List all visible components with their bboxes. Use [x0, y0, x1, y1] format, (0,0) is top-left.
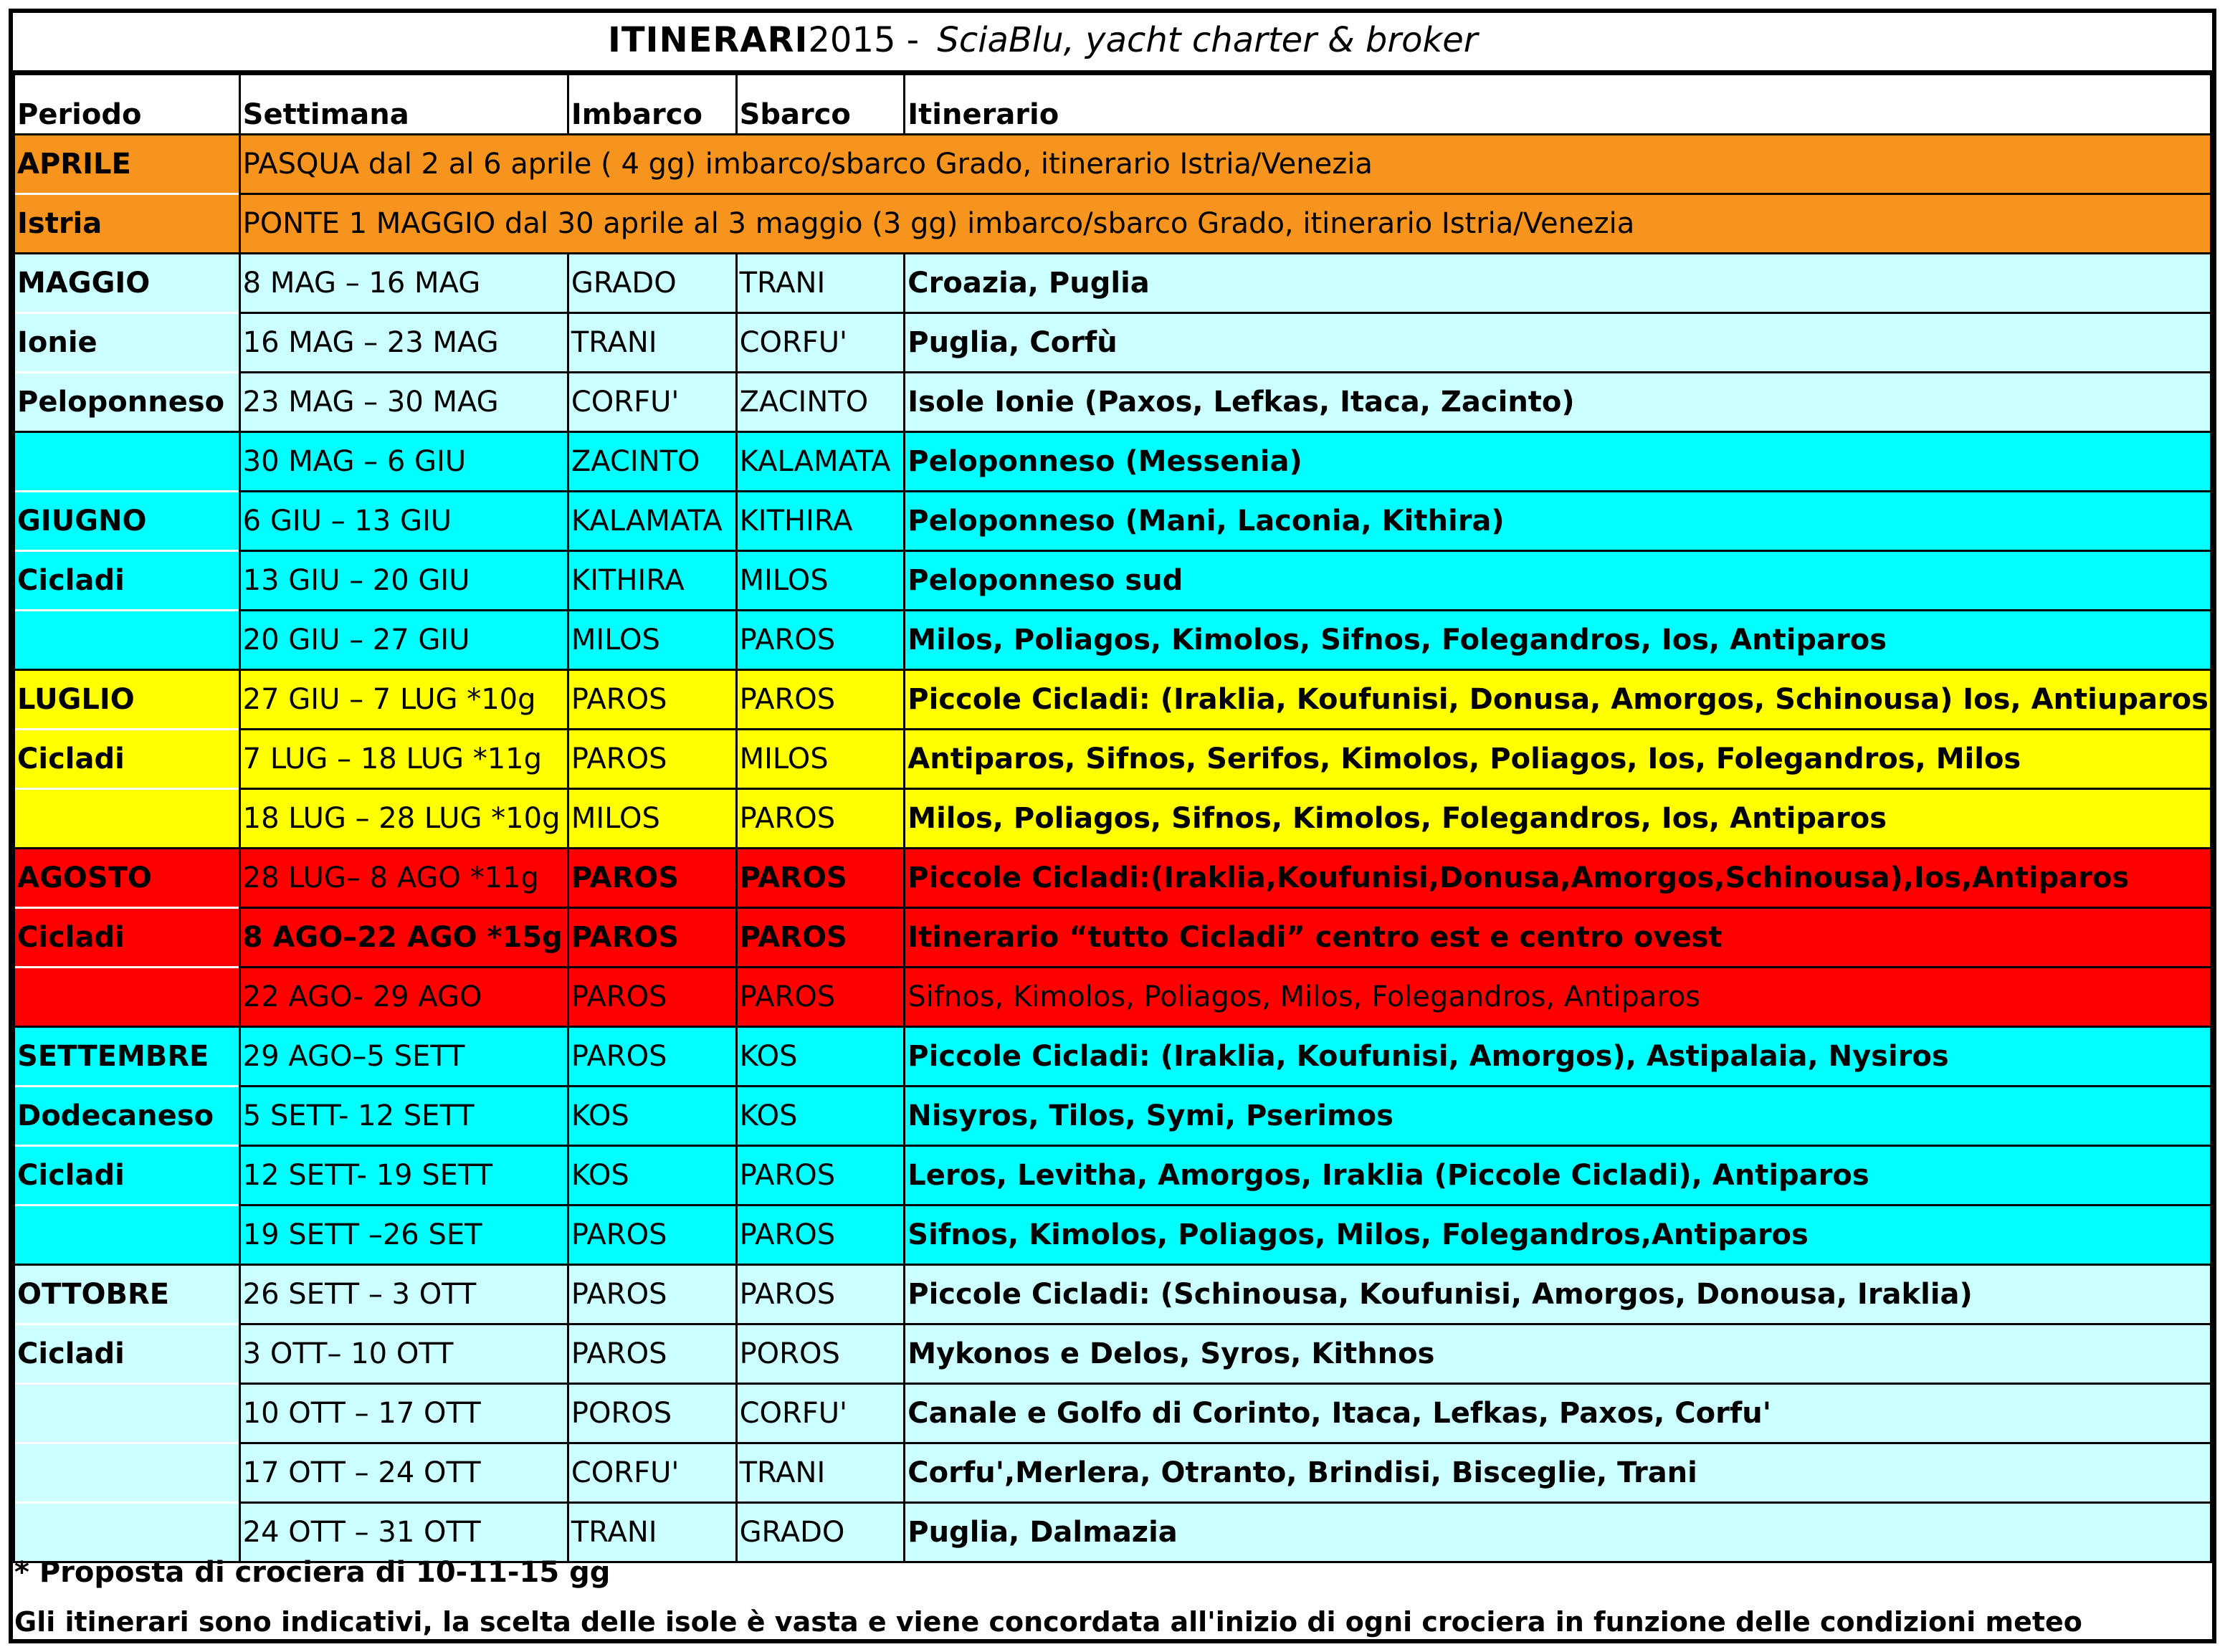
table-row: [14, 1087, 2211, 1146]
route-cell: Piccole Cicladi: (Iraklia, Koufunisi, Amorgos), Astipalaia, Nysiros: [905, 1027, 2211, 1087]
event-cell: PASQUA dal 2 al 6 aprile ( 4 gg) imbarco/sbarco Grado, itinerario Istria/Venezia: [239, 135, 2211, 194]
route-cell: Piccole Cicladi: (Iraklia, Koufunisi, Donusa, Amorgos, Schinousa) Ios, Antiuparos: [905, 670, 2211, 730]
embark-cell: ZACINTO: [568, 432, 736, 492]
disembark-cell: PAROS: [736, 1146, 905, 1205]
route-cell: Milos, Poliagos, Kimolos, Sifnos, Folegandros, Ios, Antiparos: [905, 611, 2211, 670]
table-row: [14, 432, 2211, 492]
disembark-cell: KALAMATA: [736, 432, 905, 492]
table-row: [14, 1384, 2211, 1443]
week-cell: 26 SETT – 3 OTT: [239, 1265, 568, 1324]
header-itinerario: Itinerario: [905, 75, 2211, 135]
period-cell: APRILE: [14, 135, 240, 194]
embark-cell: PAROS: [568, 849, 736, 908]
embark-cell: TRANI: [568, 1503, 736, 1562]
table-row: [14, 551, 2211, 611]
disembark-cell: TRANI: [736, 254, 905, 313]
disembark-cell: KOS: [736, 1027, 905, 1087]
week-cell: 8 AGO–22 AGO *15g: [239, 908, 568, 968]
period-cell: OTTOBRE: [14, 1265, 240, 1324]
period-cell: MAGGIO: [14, 254, 240, 313]
week-cell: 27 GIU – 7 LUG *10g: [239, 670, 568, 730]
disembark-cell: PAROS: [736, 1205, 905, 1265]
embark-cell: PAROS: [568, 1324, 736, 1384]
table-row: [14, 1265, 2211, 1324]
event-cell: PONTE 1 MAGGIO dal 30 aprile al 3 maggio (3 gg) imbarco/sbarco Grado, itinerario Istria/Venezia: [239, 194, 2211, 254]
table-row: [14, 135, 2211, 194]
embark-cell: CORFU': [568, 373, 736, 432]
table-row: [14, 492, 2211, 551]
disembark-cell: PAROS: [736, 611, 905, 670]
header-imbarco: Imbarco: [568, 75, 736, 135]
disembark-cell: MILOS: [736, 551, 905, 611]
week-cell: 8 MAG – 16 MAG: [239, 254, 568, 313]
disembark-cell: MILOS: [736, 730, 905, 789]
route-cell: Peloponneso (Messenia): [905, 432, 2211, 492]
disembark-cell: KOS: [736, 1087, 905, 1146]
period-cell: GIUGNO: [14, 492, 240, 551]
table-row: [14, 254, 2211, 313]
disembark-cell: PAROS: [736, 789, 905, 849]
route-cell: Piccole Cicladi:(Iraklia,Koufunisi,Donusa,Amorgos,Schinousa),Ios,Antiparos: [905, 849, 2211, 908]
header-periodo: Periodo: [14, 75, 240, 135]
disembark-cell: PAROS: [736, 968, 905, 1027]
disembark-cell: PAROS: [736, 849, 905, 908]
title-row: [13, 13, 2212, 73]
week-cell: 16 MAG – 23 MAG: [239, 313, 568, 373]
table-row: [14, 313, 2211, 373]
table-row: [14, 1324, 2211, 1384]
table-row: [14, 849, 2211, 908]
title-year: 2015 -: [808, 20, 930, 60]
embark-cell: MILOS: [568, 611, 736, 670]
week-cell: 22 AGO- 29 AGO: [239, 968, 568, 1027]
route-cell: Sifnos, Kimolos, Poliagos, Milos, Folegandros, Antiparos: [905, 968, 2211, 1027]
disembark-cell: PAROS: [736, 908, 905, 968]
route-cell: Peloponneso (Mani, Laconia, Kithira): [905, 492, 2211, 551]
week-cell: 23 MAG – 30 MAG: [239, 373, 568, 432]
table-row: [14, 1503, 2211, 1562]
period-cell: Cicladi: [14, 730, 240, 789]
table-row: [14, 373, 2211, 432]
table-row: [14, 1027, 2211, 1087]
embark-cell: TRANI: [568, 313, 736, 373]
week-cell: 18 LUG – 28 LUG *10g: [239, 789, 568, 849]
header-settimana: Settimana: [239, 75, 568, 135]
table-row: [14, 611, 2211, 670]
embark-cell: MILOS: [568, 789, 736, 849]
table-body: [14, 135, 2211, 1562]
period-cell: [14, 1384, 240, 1443]
route-cell: Puglia, Dalmazia: [905, 1503, 2211, 1562]
route-cell: Antiparos, Sifnos, Serifos, Kimolos, Poliagos, Ios, Folegandros, Milos: [905, 730, 2211, 789]
embark-cell: PAROS: [568, 1027, 736, 1087]
period-cell: Cicladi: [14, 551, 240, 611]
period-cell: [14, 1503, 240, 1562]
week-cell: 13 GIU – 20 GIU: [239, 551, 568, 611]
week-cell: 10 OTT – 17 OTT: [239, 1384, 568, 1443]
disembark-cell: TRANI: [736, 1443, 905, 1503]
table-row: [14, 968, 2211, 1027]
header-sbarco: Sbarco: [736, 75, 905, 135]
period-cell: [14, 1205, 240, 1265]
title-main: ITINERARI: [608, 20, 809, 60]
route-cell: Corfu',Merlera, Otranto, Brindisi, Bisceglie, Trani: [905, 1443, 2211, 1503]
week-cell: 7 LUG – 18 LUG *11g: [239, 730, 568, 789]
embark-cell: POROS: [568, 1384, 736, 1443]
disembark-cell: GRADO: [736, 1503, 905, 1562]
table-row: [14, 1443, 2211, 1503]
period-cell: [14, 432, 240, 492]
week-cell: 5 SETT- 12 SETT: [239, 1087, 568, 1146]
route-cell: Canale e Golfo di Corinto, Itaca, Lefkas, Paxos, Corfu': [905, 1384, 2211, 1443]
route-cell: Sifnos, Kimolos, Poliagos, Milos, Folegandros,Antiparos: [905, 1205, 2211, 1265]
week-cell: 28 LUG– 8 AGO *11g: [239, 849, 568, 908]
embark-cell: KITHIRA: [568, 551, 736, 611]
table-row: [14, 789, 2211, 849]
route-cell: Peloponneso sud: [905, 551, 2211, 611]
week-cell: 19 SETT –26 SET: [239, 1205, 568, 1265]
table-row: [14, 670, 2211, 730]
itinerary-sheet: [9, 9, 2216, 1643]
week-cell: 24 OTT – 31 OTT: [239, 1503, 568, 1562]
week-cell: 20 GIU – 27 GIU: [239, 611, 568, 670]
embark-cell: PAROS: [568, 908, 736, 968]
embark-cell: KOS: [568, 1146, 736, 1205]
embark-cell: PAROS: [568, 1265, 736, 1324]
period-cell: [14, 789, 240, 849]
period-cell: [14, 1443, 240, 1503]
period-cell: [14, 968, 240, 1027]
table-row: [14, 194, 2211, 254]
period-cell: Cicladi: [14, 1324, 240, 1384]
week-cell: 3 OTT– 10 OTT: [239, 1324, 568, 1384]
embark-cell: PAROS: [568, 670, 736, 730]
itinerary-table: [13, 73, 2212, 1563]
table-row: [14, 908, 2211, 968]
footnote-proposal: * Proposta di crociera di 10-11-15 gg: [14, 1556, 611, 1589]
route-cell: Puglia, Corfù: [905, 313, 2211, 373]
embark-cell: CORFU': [568, 1443, 736, 1503]
period-cell: Cicladi: [14, 908, 240, 968]
page-title: [608, 20, 1478, 60]
embark-cell: PAROS: [568, 1205, 736, 1265]
table-header-row: [14, 75, 2211, 135]
period-cell: Peloponneso: [14, 373, 240, 432]
week-cell: 17 OTT – 24 OTT: [239, 1443, 568, 1503]
route-cell: Nisyros, Tilos, Symi, Pserimos: [905, 1087, 2211, 1146]
period-cell: AGOSTO: [14, 849, 240, 908]
period-cell: [14, 611, 240, 670]
footnote-disclaimer: Gli itinerari sono indicativi, la scelta delle isole è vasta e viene concordata all'inizio di ogni crociera in funzione delle condizioni meteo: [14, 1606, 2082, 1638]
week-cell: 30 MAG – 6 GIU: [239, 432, 568, 492]
route-cell: Piccole Cicladi: (Schinousa, Koufunisi, Amorgos, Donousa, Iraklia): [905, 1265, 2211, 1324]
route-cell: Croazia, Puglia: [905, 254, 2211, 313]
table-row: [14, 730, 2211, 789]
disembark-cell: PAROS: [736, 670, 905, 730]
disembark-cell: ZACINTO: [736, 373, 905, 432]
table-row: [14, 1205, 2211, 1265]
period-cell: Ionie: [14, 313, 240, 373]
table-row: [14, 1146, 2211, 1205]
route-cell: Mykonos e Delos, Syros, Kithnos: [905, 1324, 2211, 1384]
week-cell: 29 AGO–5 SETT: [239, 1027, 568, 1087]
disembark-cell: CORFU': [736, 1384, 905, 1443]
period-cell: Istria: [14, 194, 240, 254]
embark-cell: GRADO: [568, 254, 736, 313]
week-cell: 12 SETT- 19 SETT: [239, 1146, 568, 1205]
week-cell: 6 GIU – 13 GIU: [239, 492, 568, 551]
embark-cell: PAROS: [568, 730, 736, 789]
route-cell: Itinerario “tutto Cicladi” centro est e centro ovest: [905, 908, 2211, 968]
period-cell: Cicladi: [14, 1146, 240, 1205]
disembark-cell: CORFU': [736, 313, 905, 373]
period-cell: LUGLIO: [14, 670, 240, 730]
title-subtitle: SciaBlu, yacht charter & broker: [937, 20, 1478, 60]
disembark-cell: PAROS: [736, 1265, 905, 1324]
disembark-cell: POROS: [736, 1324, 905, 1384]
period-cell: Dodecaneso: [14, 1087, 240, 1146]
embark-cell: PAROS: [568, 968, 736, 1027]
period-cell: SETTEMBRE: [14, 1027, 240, 1087]
disembark-cell: KITHIRA: [736, 492, 905, 551]
route-cell: Leros, Levitha, Amorgos, Iraklia (Piccole Cicladi), Antiparos: [905, 1146, 2211, 1205]
route-cell: Milos, Poliagos, Sifnos, Kimolos, Folegandros, Ios, Antiparos: [905, 789, 2211, 849]
route-cell: Isole Ionie (Paxos, Lefkas, Itaca, Zacinto): [905, 373, 2211, 432]
embark-cell: KALAMATA: [568, 492, 736, 551]
embark-cell: KOS: [568, 1087, 736, 1146]
